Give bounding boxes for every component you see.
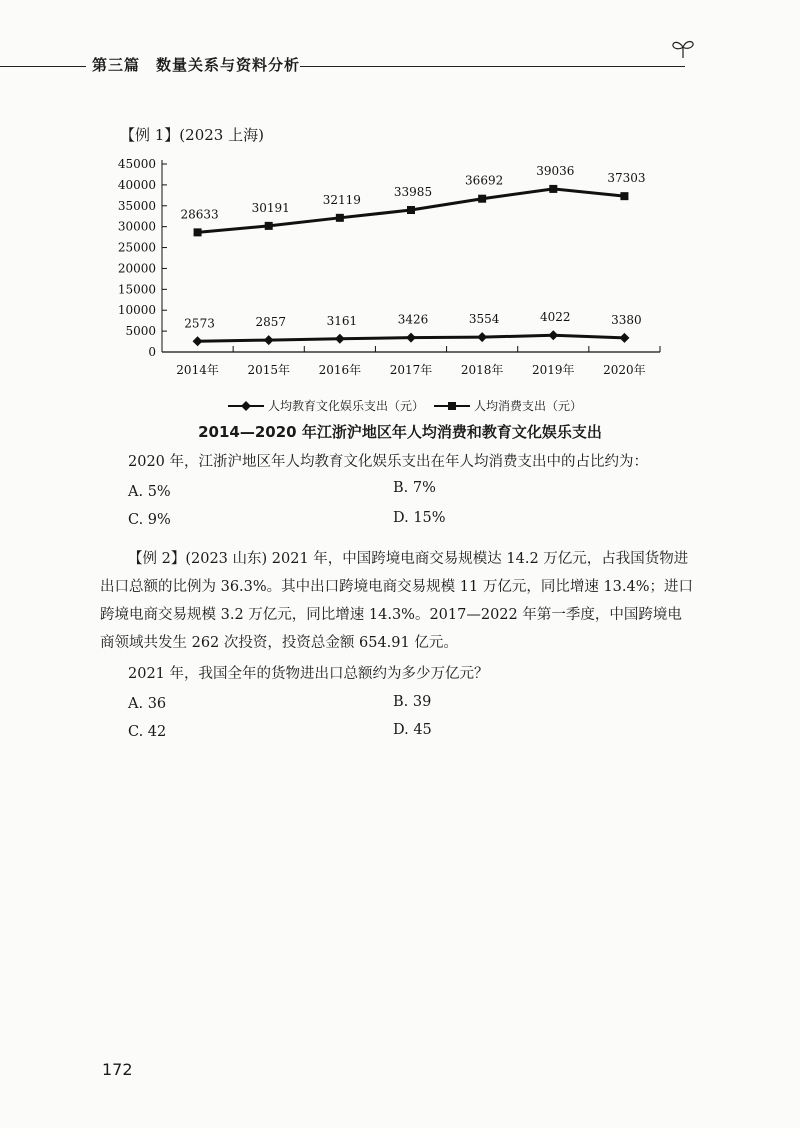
data-point-square xyxy=(265,222,273,230)
data-point-square xyxy=(549,185,557,193)
data-label: 36692 xyxy=(465,173,504,188)
example2-option-d: D. 45 xyxy=(393,722,432,738)
sprout-icon xyxy=(670,36,696,60)
header-rule-left xyxy=(0,66,86,67)
data-label: 37303 xyxy=(607,171,646,186)
y-tick-label: 15000 xyxy=(117,282,156,297)
legend-item-consumption xyxy=(434,397,582,414)
example1-question: 2020 年，江浙沪地区年人均教育文化娱乐支出在年人均消费支出中的占比约为： xyxy=(128,454,649,470)
y-tick-label: 25000 xyxy=(117,240,156,255)
example2-option-a: A. 36 xyxy=(128,696,167,712)
example2-option-c: C. 42 xyxy=(128,724,167,740)
example1-option-c: C. 9% xyxy=(128,512,171,528)
data-point-diamond xyxy=(548,330,558,340)
example1-label: 【例 1】(2023 上海) xyxy=(120,126,264,144)
data-point-diamond xyxy=(619,333,629,343)
x-tick-label: 2018年 xyxy=(460,363,504,377)
diamond-marker-icon xyxy=(228,400,264,412)
chart-title: 2014—2020 年江浙沪地区年人均消费和教育文化娱乐支出 xyxy=(198,423,602,441)
legend-label-consumption: 人均消费支出（元） xyxy=(474,399,583,413)
data-point-diamond xyxy=(335,334,345,344)
chart-legend xyxy=(228,397,582,414)
line-chart xyxy=(100,150,700,420)
example2-text: 【例 2】(2023 山东) 2021 年，中国跨境电商交易规模达 14.2 万亿元，占我国货物进出口总额的比例为 36.3%。其中出口跨境电商交易规模 11 万亿元，同比增速 13.4%；进口跨境电商交易规模 3.2 万亿元，同比增速 14.3%。2017—2022 年第一季度，中国跨境电商领域共发生 262 次投资，投资总金额 654.91 亿元。 xyxy=(100,551,694,651)
page-number: 172 xyxy=(102,1060,133,1079)
x-tick-label: 2016年 xyxy=(318,363,362,377)
data-label: 32119 xyxy=(322,192,361,207)
square-marker-icon xyxy=(434,400,470,412)
data-point-square xyxy=(620,192,628,200)
data-label: 3554 xyxy=(468,312,500,327)
example1-option-d: D. 15% xyxy=(393,510,446,526)
x-tick-label: 2014年 xyxy=(176,363,219,377)
example2-option-b: B. 39 xyxy=(393,694,432,710)
data-label: 3161 xyxy=(326,313,358,328)
x-tick-label: 2015年 xyxy=(247,363,290,377)
data-point-diamond xyxy=(264,335,274,345)
running-header xyxy=(0,48,800,78)
data-point-square xyxy=(194,228,202,236)
example1-option-b: B. 7% xyxy=(393,480,436,496)
data-point-diamond xyxy=(193,336,203,346)
legend-label-education: 人均教育文化娱乐支出（元） xyxy=(268,399,425,413)
y-tick-label: 0 xyxy=(148,345,156,359)
y-tick-label: 45000 xyxy=(117,157,156,171)
data-label: 28633 xyxy=(180,207,219,222)
section-title: 第三篇 数量关系与资料分析 xyxy=(92,56,301,74)
data-label: 3380 xyxy=(611,312,642,327)
x-tick-label: 2019年 xyxy=(532,363,575,377)
y-tick-label: 30000 xyxy=(117,219,156,234)
data-label: 33985 xyxy=(393,185,433,200)
data-label: 2573 xyxy=(184,316,215,331)
y-tick-label: 20000 xyxy=(117,261,156,276)
y-tick-label: 10000 xyxy=(117,303,156,318)
header-rule-right xyxy=(300,66,685,67)
x-tick-label: 2020年 xyxy=(603,363,646,377)
data-point-square xyxy=(478,195,486,203)
data-point-diamond xyxy=(406,333,416,343)
y-tick-label: 40000 xyxy=(117,177,156,192)
data-label: 2857 xyxy=(255,315,286,330)
data-label: 4022 xyxy=(540,310,571,325)
data-label: 3426 xyxy=(397,312,429,327)
legend-item-education xyxy=(228,397,424,414)
data-label: 39036 xyxy=(536,163,575,178)
y-tick-label: 35000 xyxy=(117,198,156,213)
data-label: 30191 xyxy=(251,200,290,215)
data-point-square xyxy=(336,214,344,222)
data-point-square xyxy=(407,206,415,214)
x-tick-label: 2017年 xyxy=(389,363,433,377)
example2-question: 2021 年，我国全年的货物进出口总额约为多少万亿元？ xyxy=(128,666,489,682)
y-tick-label: 5000 xyxy=(125,324,156,339)
data-point-diamond xyxy=(477,332,487,342)
example1-option-a: A. 5% xyxy=(128,484,171,500)
